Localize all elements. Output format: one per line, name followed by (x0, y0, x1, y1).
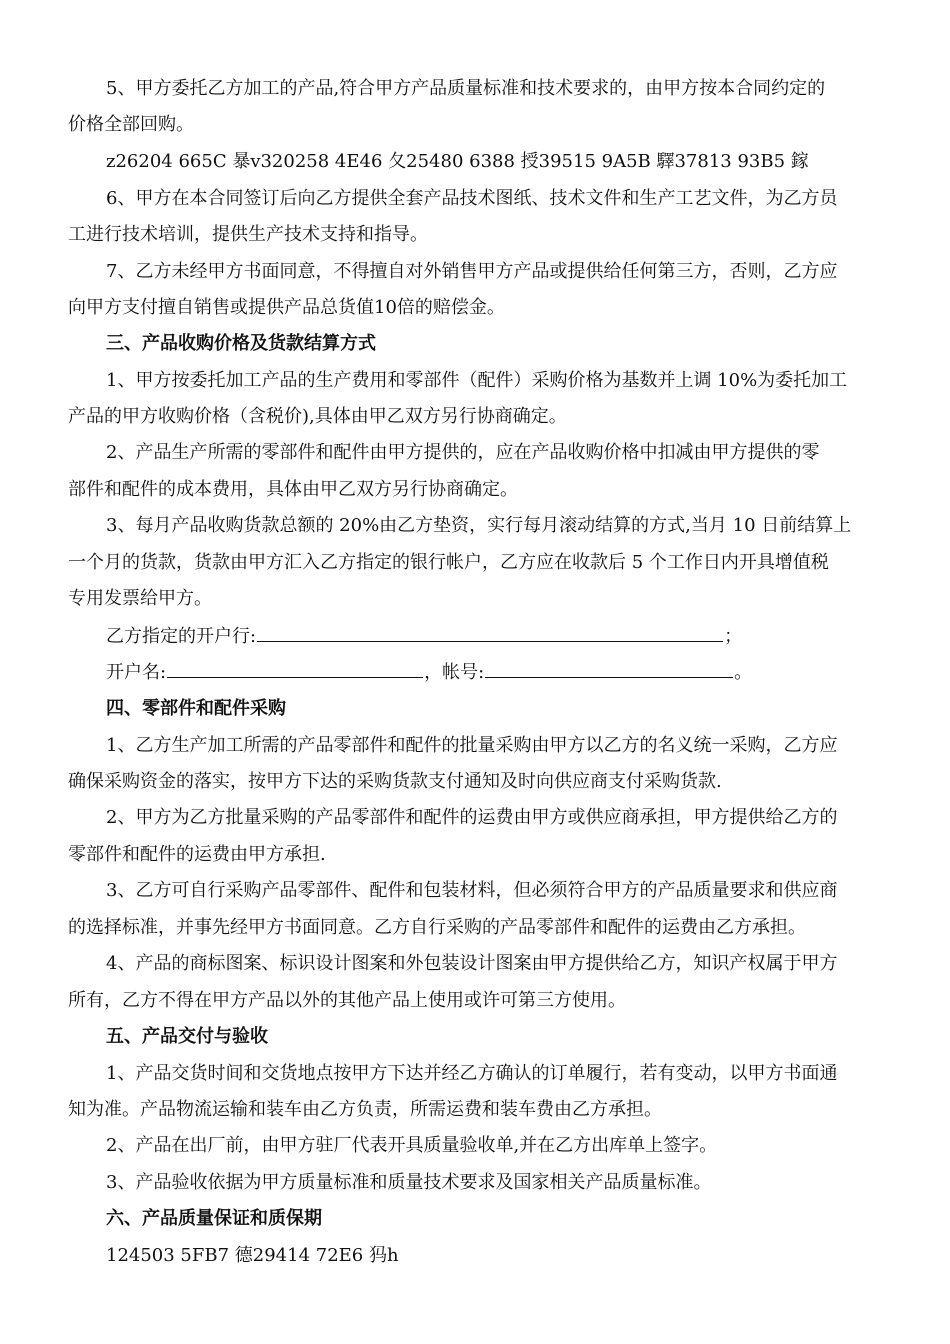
account-number-blank (485, 657, 733, 678)
doc-line: 124503 5FB7 德29414 72E6 犸h (106, 1245, 399, 1266)
doc-line: 一个月的货款，货款由甲方汇入乙方指定的银行帐户，乙方应在收款后 5 个工作日内开具增值税 (68, 552, 829, 573)
doc-line: 知为准。产品物流运输和装车由乙方负责，所需运费和装车费由乙方承担。 (68, 1099, 662, 1120)
bank-label: 乙方指定的开户行: (106, 626, 257, 647)
bank-line (106, 620, 742, 654)
doc-line: 确保采购资金的落实，按甲方下达的采购货款支付通知及时向供应商支付采购货款. (68, 771, 722, 792)
doc-line: 6、甲方在本合同签订后向乙方提供全套产品技术图纸、技术文件和生产工艺文件，为乙方员 (106, 188, 838, 209)
doc-line: 3、产品验收依据为甲方质量标准和质量技术要求及国家相关产品质量标准。 (106, 1172, 712, 1193)
bank-end: ； (724, 626, 743, 647)
doc-line: 7、乙方未经甲方书面同意，不得擅自对外销售甲方产品或提供给任何第三方，否则，乙方应 (106, 261, 838, 282)
doc-line: 专用发票给甲方。 (68, 588, 212, 609)
doc-line: 1、产品交货时间和交货地点按甲方下达并经乙方确认的订单履行，若有变动，以甲方书面通 (106, 1063, 838, 1084)
account-number-label: ，帐号: (424, 662, 485, 683)
doc-line: 工进行技术培训，提供生产技术支持和指导。 (68, 224, 428, 245)
doc-line: 2、产品生产所需的零部件和配件由甲方提供的，应在产品收购价格中扣减由甲方提供的零 (106, 442, 820, 463)
doc-line: 部件和配件的成本费用，具体由甲乙双方另行协商确定。 (68, 479, 518, 500)
section-heading: 三、产品收购价格及货款结算方式 (106, 333, 376, 354)
doc-line: 1、甲方按委托加工产品的生产费用和零部件（配件）采购价格为基数并上调 10%为委托加工 (106, 370, 848, 391)
section-heading: 四、零部件和配件采购 (106, 698, 286, 719)
doc-line: 价格全部回购。 (68, 114, 194, 135)
account-line (106, 656, 752, 690)
doc-line: 4、产品的商标图案、标识设计图案和外包装设计图案由甲方提供给乙方，知识产权属于甲方 (106, 953, 838, 974)
doc-line: 零部件和配件的运费由甲方承担. (68, 844, 326, 865)
doc-line: 向甲方支付擅自销售或提供产品总货值10倍的赔偿金。 (68, 297, 505, 318)
doc-line: 2、产品在出厂前，由甲方驻厂代表开具质量验收单,并在乙方出库单上签字。 (106, 1135, 718, 1156)
doc-line: 5、甲方委托乙方加工的产品,符合甲方产品质量标准和技术要求的，由甲方按本合同约定的 (106, 78, 826, 99)
account-name-label: 开户名: (106, 662, 167, 683)
doc-line: 2、甲方为乙方批量采购的产品零部件和配件的运费由甲方或供应商承担，甲方提供给乙方的 (106, 807, 838, 828)
account-end: 。 (734, 662, 753, 683)
doc-line: 3、乙方可自行采购产品零部件、配件和包装材料，但必须符合甲方的产品质量要求和供应商 (106, 880, 838, 901)
doc-line: 的选择标准，并事先经甲方书面同意。乙方自行采购的产品零部件和配件的运费由乙方承担。 (68, 917, 806, 938)
bank-blank (257, 621, 723, 642)
doc-line: 产品的甲方收购价格（含税价),具体由甲乙双方另行协商确定。 (68, 406, 567, 427)
account-name-blank (167, 657, 423, 678)
doc-line: 3、每月产品收购货款总额的 20%由乙方垫资，实行每月滚动结算的方式,当月 10 日前结算上 (106, 515, 852, 536)
section-heading: 六、产品质量保证和质保期 (106, 1208, 322, 1229)
doc-line: z26204 665C 暴v320258 4E46 夂25480 6388 授39515 9A5B 驛37813 93B5 鎵 (106, 151, 809, 172)
doc-line: 1、乙方生产加工所需的产品零部件和配件的批量采购由甲方以乙方的名义统一采购，乙方应 (106, 735, 838, 756)
doc-line: 所有，乙方不得在甲方产品以外的其他产品上使用或许可第三方使用。 (68, 990, 626, 1011)
section-heading: 五、产品交付与验收 (106, 1026, 268, 1047)
